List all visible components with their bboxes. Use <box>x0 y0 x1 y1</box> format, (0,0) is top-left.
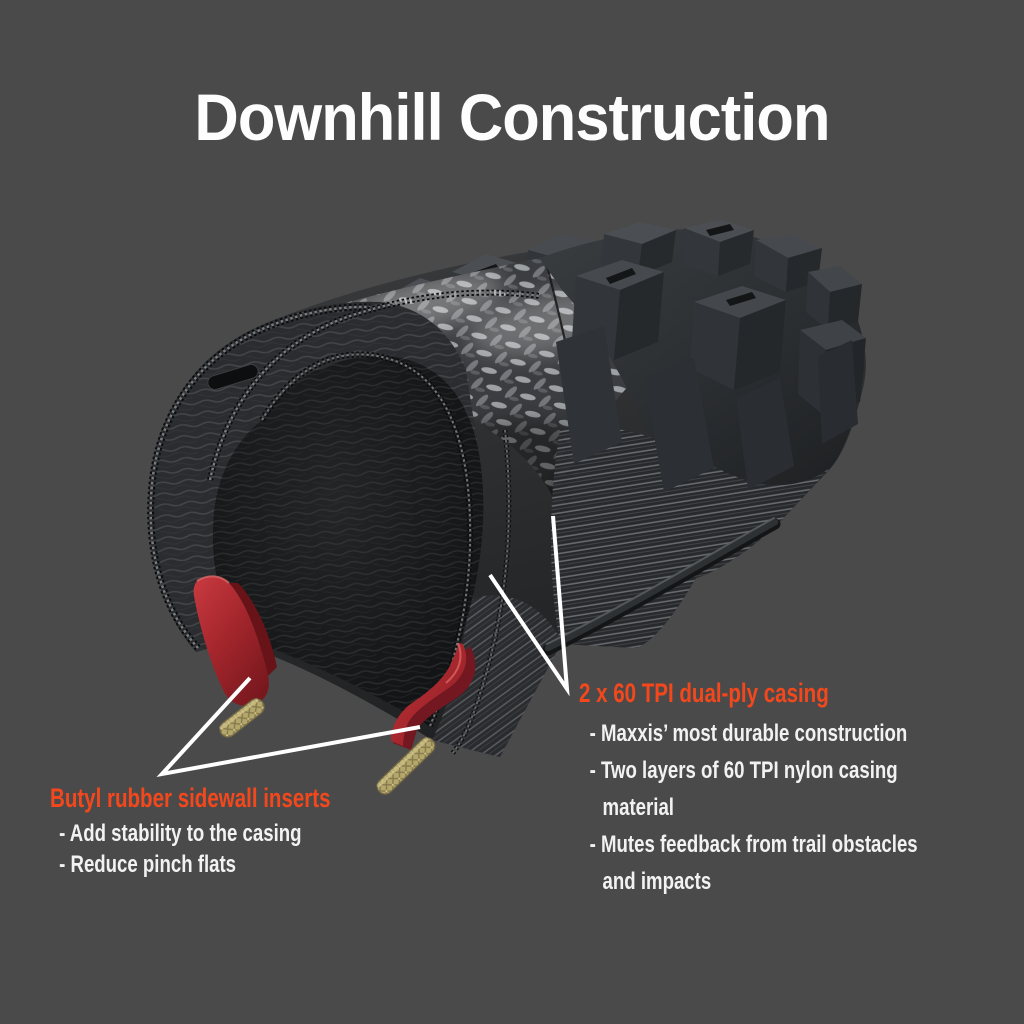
callout-left-heading: Butyl rubber sidewall inserts <box>50 783 331 813</box>
bullet-line: - Reduce pinch flats <box>59 851 237 878</box>
callout-sidewall-inserts <box>50 783 331 880</box>
callout-right-bullets <box>590 715 918 900</box>
bullet-line: - Mutes feedback from trail obstacles <box>589 831 918 858</box>
bullet-continuation-line: material <box>602 794 674 821</box>
bullet-line: - Maxxis’ most durable construction <box>589 720 908 747</box>
bullet-line: - Two layers of 60 TPI nylon casing <box>589 757 898 784</box>
page-title: Downhill Construction <box>194 80 830 154</box>
bullet-line: - Add stability to the casing <box>59 820 302 847</box>
callout-left-bullets <box>59 818 330 880</box>
callout-right-heading: 2 x 60 TPI dual-ply casing <box>579 678 829 708</box>
callout-dual-ply-casing <box>579 677 918 900</box>
bullet-continuation-line: and impacts <box>602 868 712 895</box>
